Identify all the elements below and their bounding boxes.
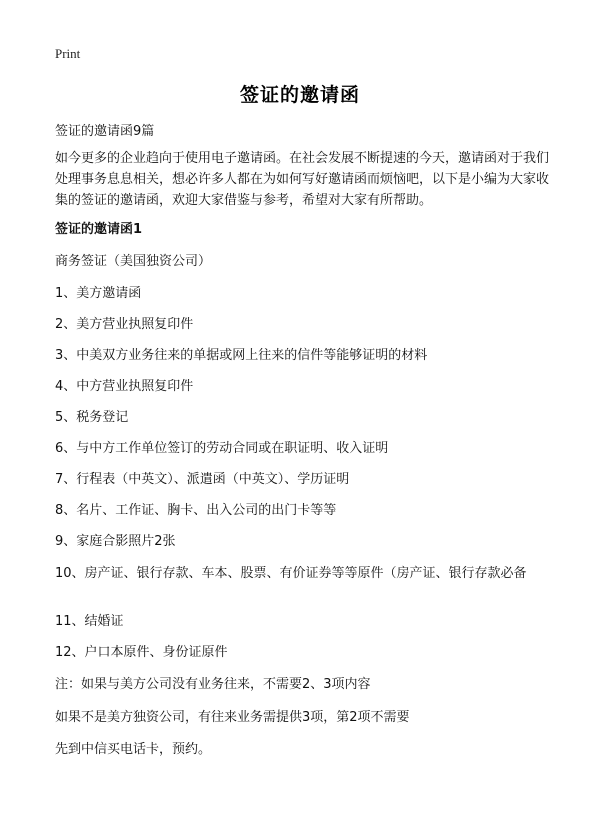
list-item: 5、税务登记 [55, 410, 129, 425]
list-item: 10、房产证、银行存款、车本、股票、有价证券等等原件（房产证、银行存款必备 [55, 566, 527, 581]
note-line: 如果不是美方独资公司，有往来业务需提供3项，第2项不需要 [55, 710, 410, 725]
list-item: 7、行程表（中英文）、派遣函（中英文）、学历证明 [55, 472, 350, 487]
list-item: 9、家庭合影照片2张 [55, 534, 176, 549]
intro-paragraph: 如今更多的企业趋向于使用电子邀请函。在社会发展不断提速的今天，邀请函对于我们处理事务息息相关，想必许多人都在为如何写好邀请函而烦恼吧，以下是小编为大家收集的签证的邀请函，欢迎大家借鉴与参考，希望对大家有所帮助。 [55, 151, 550, 208]
section-heading: 签证的邀请函1 [55, 222, 143, 237]
list-item: 6、与中方工作单位签订的劳动合同或在职证明、收入证明 [55, 441, 389, 456]
document-subtitle: 签证的邀请函9篇 [55, 124, 155, 139]
list-item: 4、中方营业执照复印件 [55, 379, 194, 394]
list-item: 11、结婚证 [55, 614, 124, 629]
list-item: 8、名片、工作证、胸卡、出入公司的出门卡等等 [55, 503, 337, 518]
list-item: 3、中美双方业务往来的单据或网上往来的信件等能够证明的材料 [55, 348, 428, 363]
note-line: 注：如果与美方公司没有业务往来，不需要2、3项内容 [55, 677, 371, 692]
document-title: 签证的邀请函 [239, 84, 360, 106]
print-label: Print [55, 46, 81, 61]
list-item: 1、美方邀请函 [55, 286, 142, 301]
list-item: 2、美方营业执照复印件 [55, 317, 194, 332]
note-line: 先到中信买电话卡，预约。 [55, 742, 212, 757]
list-item: 12、户口本原件、身份证原件 [55, 645, 228, 660]
list-item: 商务签证（美国独资公司） [55, 254, 212, 269]
